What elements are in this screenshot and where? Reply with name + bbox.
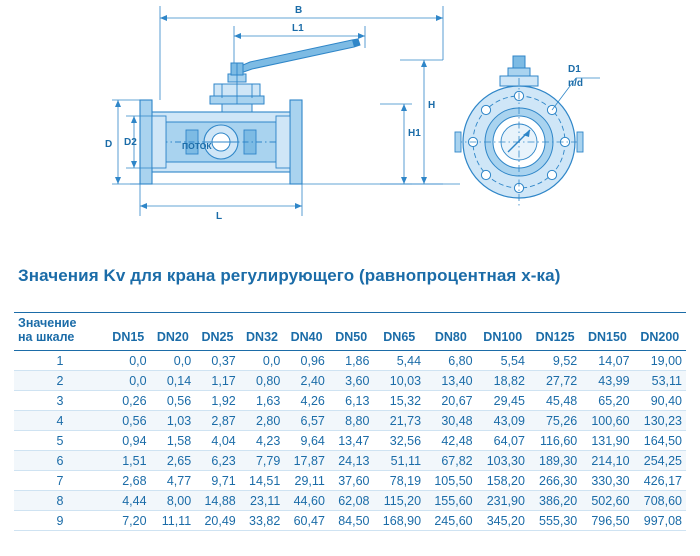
cell-dn200: 53,11 xyxy=(634,371,686,391)
cell-scale: 6 xyxy=(14,451,106,471)
table-row xyxy=(14,411,686,431)
cell-dn50: 6,13 xyxy=(329,391,374,411)
cell-dn40: 6,57 xyxy=(284,411,329,431)
cell-dn40: 44,60 xyxy=(284,491,329,511)
cell-dn125: 386,20 xyxy=(529,491,581,511)
cell-dn65: 78,19 xyxy=(373,471,425,491)
cell-dn100: 231,90 xyxy=(477,491,529,511)
table-row xyxy=(14,371,686,391)
cell-dn15: 0,0 xyxy=(106,351,151,371)
cell-scale: 8 xyxy=(14,491,106,511)
header-dn15: DN15 xyxy=(106,313,151,351)
label-D: D xyxy=(105,139,113,150)
cell-dn125: 9,52 xyxy=(529,351,581,371)
table-row xyxy=(14,431,686,451)
cell-dn20: 2,65 xyxy=(151,451,196,471)
cell-scale: 7 xyxy=(14,471,106,491)
cell-dn40: 60,47 xyxy=(284,511,329,531)
cell-dn25: 4,04 xyxy=(195,431,240,451)
cell-dn200: 254,25 xyxy=(634,451,686,471)
kv-table-wrap xyxy=(14,312,686,531)
cell-dn50: 84,50 xyxy=(329,511,374,531)
cell-dn125: 27,72 xyxy=(529,371,581,391)
label-L1: L1 xyxy=(292,23,304,34)
cell-dn20: 0,0 xyxy=(151,351,196,371)
cell-dn25: 20,49 xyxy=(195,511,240,531)
cell-dn50: 24,13 xyxy=(329,451,374,471)
cell-dn20: 0,56 xyxy=(151,391,196,411)
cell-dn200: 997,08 xyxy=(634,511,686,531)
cell-dn40: 2,40 xyxy=(284,371,329,391)
cell-dn25: 2,87 xyxy=(195,411,240,431)
header-dn100: DN100 xyxy=(477,313,529,351)
cell-dn20: 8,00 xyxy=(151,491,196,511)
cell-dn100: 5,54 xyxy=(477,351,529,371)
cell-dn32: 2,80 xyxy=(240,411,285,431)
label-L: L xyxy=(216,211,223,222)
cell-dn80: 245,60 xyxy=(425,511,477,531)
label-D1: D1 xyxy=(568,64,581,75)
header-dn25: DN25 xyxy=(195,313,240,351)
cell-dn15: 0,26 xyxy=(106,391,151,411)
cell-dn80: 13,40 xyxy=(425,371,477,391)
cell-dn100: 18,82 xyxy=(477,371,529,391)
cell-dn50: 37,60 xyxy=(329,471,374,491)
cell-dn20: 1,58 xyxy=(151,431,196,451)
kv-table-head xyxy=(14,313,686,351)
cell-dn50: 62,08 xyxy=(329,491,374,511)
cell-dn32: 23,11 xyxy=(240,491,285,511)
cell-dn100: 103,30 xyxy=(477,451,529,471)
cell-dn150: 796,50 xyxy=(581,511,633,531)
label-n-d: n/d xyxy=(568,78,583,89)
cell-dn40: 29,11 xyxy=(284,471,329,491)
header-scale xyxy=(14,313,106,351)
header-scale-line2: на шкале xyxy=(18,330,75,344)
cell-dn80: 42,48 xyxy=(425,431,477,451)
cell-dn200: 708,60 xyxy=(634,491,686,511)
header-dn50: DN50 xyxy=(329,313,374,351)
cell-dn40: 4,26 xyxy=(284,391,329,411)
kv-table-header-row xyxy=(14,313,686,351)
page-title: Значения Kv для крана регулирующего (равнопроцентная х-ка) xyxy=(18,266,561,285)
cell-dn65: 115,20 xyxy=(373,491,425,511)
cell-dn65: 10,03 xyxy=(373,371,425,391)
cell-dn50: 13,47 xyxy=(329,431,374,451)
cell-dn125: 116,60 xyxy=(529,431,581,451)
valve-body xyxy=(148,112,294,172)
cell-scale: 4 xyxy=(14,411,106,431)
cell-scale: 3 xyxy=(14,391,106,411)
header-scale-line1: Значение xyxy=(18,316,77,330)
cell-dn32: 0,0 xyxy=(240,351,285,371)
table-row xyxy=(14,391,686,411)
cell-dn32: 7,79 xyxy=(240,451,285,471)
cell-dn32: 0,80 xyxy=(240,371,285,391)
cell-dn32: 14,51 xyxy=(240,471,285,491)
header-dn65: DN65 xyxy=(373,313,425,351)
table-row xyxy=(14,511,686,531)
cell-dn100: 158,20 xyxy=(477,471,529,491)
cell-scale: 2 xyxy=(14,371,106,391)
cell-dn150: 131,90 xyxy=(581,431,633,451)
cell-dn40: 17,87 xyxy=(284,451,329,471)
cell-dn65: 21,73 xyxy=(373,411,425,431)
cell-dn15: 0,94 xyxy=(106,431,151,451)
header-dn150: DN150 xyxy=(581,313,633,351)
header-dn200: DN200 xyxy=(634,313,686,351)
table-row xyxy=(14,471,686,491)
cell-dn150: 43,99 xyxy=(581,371,633,391)
cell-dn32: 33,82 xyxy=(240,511,285,531)
cell-dn65: 32,56 xyxy=(373,431,425,451)
cell-dn125: 189,30 xyxy=(529,451,581,471)
kv-table-body xyxy=(14,351,686,531)
cell-dn100: 43,09 xyxy=(477,411,529,431)
cell-dn15: 0,0 xyxy=(106,371,151,391)
label-D2: D2 xyxy=(124,137,137,148)
table-row xyxy=(14,351,686,371)
cell-dn50: 1,86 xyxy=(329,351,374,371)
cell-dn40: 9,64 xyxy=(284,431,329,451)
dimension-H xyxy=(400,60,443,184)
header-dn40: DN40 xyxy=(284,313,329,351)
cell-dn125: 555,30 xyxy=(529,511,581,531)
label-flow: ПОТОК xyxy=(182,141,212,151)
header-dn80: DN80 xyxy=(425,313,477,351)
cell-dn125: 266,30 xyxy=(529,471,581,491)
cell-dn80: 155,60 xyxy=(425,491,477,511)
cell-dn100: 29,45 xyxy=(477,391,529,411)
cell-dn80: 30,48 xyxy=(425,411,477,431)
cell-dn150: 100,60 xyxy=(581,411,633,431)
cell-dn15: 2,68 xyxy=(106,471,151,491)
cell-dn150: 214,10 xyxy=(581,451,633,471)
cell-dn150: 65,20 xyxy=(581,391,633,411)
label-H1: H1 xyxy=(408,128,421,139)
cell-dn150: 502,60 xyxy=(581,491,633,511)
cell-dn20: 1,03 xyxy=(151,411,196,431)
cell-dn15: 1,51 xyxy=(106,451,151,471)
cell-dn15: 0,56 xyxy=(106,411,151,431)
cell-dn15: 4,44 xyxy=(106,491,151,511)
cell-dn20: 4,77 xyxy=(151,471,196,491)
cell-dn100: 64,07 xyxy=(477,431,529,451)
cell-dn25: 1,17 xyxy=(195,371,240,391)
cell-dn80: 67,82 xyxy=(425,451,477,471)
cell-dn50: 8,80 xyxy=(329,411,374,431)
cell-dn150: 14,07 xyxy=(581,351,633,371)
cell-dn32: 4,23 xyxy=(240,431,285,451)
table-row xyxy=(14,451,686,471)
cell-scale: 1 xyxy=(14,351,106,371)
cell-dn20: 11,11 xyxy=(151,511,196,531)
cell-dn25: 14,88 xyxy=(195,491,240,511)
cell-dn25: 6,23 xyxy=(195,451,240,471)
cell-dn80: 105,50 xyxy=(425,471,477,491)
cell-dn50: 3,60 xyxy=(329,371,374,391)
header-dn125: DN125 xyxy=(529,313,581,351)
cell-dn65: 15,32 xyxy=(373,391,425,411)
cell-dn200: 130,23 xyxy=(634,411,686,431)
cell-dn25: 1,92 xyxy=(195,391,240,411)
cell-dn40: 0,96 xyxy=(284,351,329,371)
cell-dn65: 5,44 xyxy=(373,351,425,371)
cell-scale: 9 xyxy=(14,511,106,531)
valve-stem xyxy=(210,63,264,114)
cell-scale: 5 xyxy=(14,431,106,451)
dimension-H1 xyxy=(380,104,421,184)
label-B: B xyxy=(295,5,303,16)
cell-dn25: 9,71 xyxy=(195,471,240,491)
cell-dn100: 345,20 xyxy=(477,511,529,531)
kv-table xyxy=(14,312,686,531)
cell-dn65: 168,90 xyxy=(373,511,425,531)
valve-handle xyxy=(236,39,360,74)
cell-dn150: 330,30 xyxy=(581,471,633,491)
cell-dn25: 0,37 xyxy=(195,351,240,371)
dimension-L xyxy=(140,184,302,222)
header-dn20: DN20 xyxy=(151,313,196,351)
valve-technical-drawing xyxy=(0,0,700,240)
cell-dn80: 20,67 xyxy=(425,391,477,411)
header-dn32: DN32 xyxy=(240,313,285,351)
cell-dn32: 1,63 xyxy=(240,391,285,411)
cell-dn80: 6,80 xyxy=(425,351,477,371)
label-H: H xyxy=(428,100,436,111)
valve-front-view xyxy=(455,56,600,206)
cell-dn200: 90,40 xyxy=(634,391,686,411)
cell-dn125: 75,26 xyxy=(529,411,581,431)
cell-dn200: 426,17 xyxy=(634,471,686,491)
cell-dn20: 0,14 xyxy=(151,371,196,391)
cell-dn200: 19,00 xyxy=(634,351,686,371)
cell-dn125: 45,48 xyxy=(529,391,581,411)
cell-dn200: 164,50 xyxy=(634,431,686,451)
cell-dn15: 7,20 xyxy=(106,511,151,531)
flow-arrow xyxy=(182,141,212,151)
table-row xyxy=(14,491,686,511)
cell-dn65: 51,11 xyxy=(373,451,425,471)
